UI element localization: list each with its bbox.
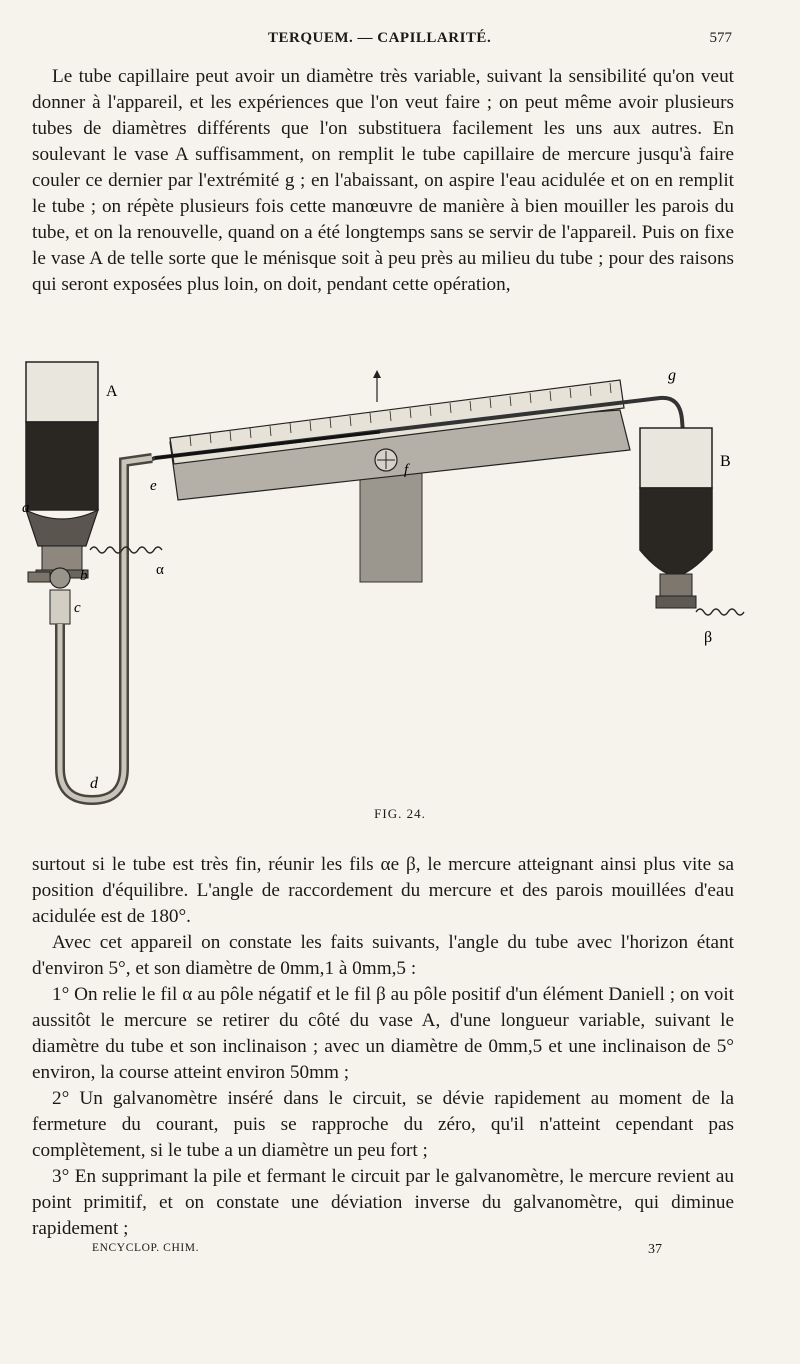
figure-caption: FIG. 24. [374, 806, 426, 821]
label-b: b [80, 568, 88, 584]
signature-number: 37 [648, 1242, 662, 1257]
paragraph: 1° On relie le fil α au pôle négatif et le fil β au pôle positif d'un élément Daniell ; on voit aussitôt le mercure se retirer du côté du vase A, d'une longueur variable, suivant le diamètre du tube et son inclinaison ; avec un diamètre de 0mm,5 et une inclinaison de 5° environ, la course atteint environ 50mm ; [32, 984, 734, 1083]
label-f: f [404, 462, 409, 478]
figure-24 [20, 350, 760, 820]
wire-beta [696, 609, 744, 615]
vessel-a-mercury [26, 422, 98, 510]
label-alpha: α [156, 562, 164, 578]
connector-c [50, 590, 70, 624]
paragraph: 3° En supprimant la pile et fermant le circuit par le galvanomètre, le mercure revient au point primitif, et on constate une déviation inverse du galvanomètre, qui diminue rapidement ; [32, 1166, 734, 1239]
label-beta: β [704, 629, 713, 646]
paragraph: 2° Un galvanomètre inséré dans le circuit, se dévie rapidement au moment de la fermeture du courant, puis se rapproche du zéro, qu'il n'atteint cependant pas complètement, si le tube a un diamètre un peu fort ; [32, 1088, 734, 1161]
label-a-vessel: A [106, 383, 118, 400]
vessel-b-mercury [640, 488, 712, 576]
label-b-vessel: B [720, 453, 731, 470]
running-header [0, 30, 800, 52]
label-a: a [22, 500, 30, 516]
label-d: d [90, 775, 98, 792]
body-text-bottom [32, 852, 734, 1242]
vessel-a-neck [26, 510, 98, 546]
label-g: g [668, 367, 676, 384]
vessel-a-glass [26, 362, 98, 422]
paragraph: Avec cet appareil on constate les faits suivants, l'angle du tube avec l'horizon étant d'environ 5°, et son diamètre de 0mm,1 à 0mm,5 : [32, 932, 734, 979]
page-number: 577 [709, 30, 732, 46]
stand-post [360, 470, 422, 582]
label-e: e [150, 478, 157, 494]
vessel-b-glass [640, 428, 712, 488]
paragraph: surtout si le tube est très fin, réunir les fils αe β, le mercure atteignant ainsi plus vite sa position d'équilibre. L'angle de raccordement du mercure et des parois mouillées d'eau acidulée est de 180°. [32, 854, 734, 927]
stopcock-b [50, 568, 70, 588]
body-text-top [32, 64, 734, 298]
running-title: TERQUEM. — CAPILLARITÉ. [268, 30, 492, 46]
page-footer [0, 1242, 800, 1262]
paragraph: Le tube capillaire peut avoir un diamètre très variable, suivant la sensibilité qu'on veut donner à l'appareil, et les expériences que l'on veut faire ; on peut même avoir plusieurs tubes de diamètres différents que l'on substituera facilement les uns aux autres. En soulevant le vase A suffisamment, on remplit le tube capillaire de mercure jusqu'à faire couler ce dernier par l'extrémité g ; en l'abaissant, on aspire l'eau acidulée et on en remplit le tube ; on répète plusieurs fois cette manœuvre de manière à bien mouiller les parois du tube, et on la renouvelle, quand on a été longtemps sans se servir de l'appareil. Puis on fixe le vase A de telle sorte que le ménisque soit à peu près au milieu du tube ; pour des raisons qui seront exposées plus loin, on doit, pendant cette opération, [32, 66, 734, 295]
label-c: c [74, 600, 81, 616]
footer-signature: ENCYCLOP. CHIM. [92, 1242, 200, 1254]
apparatus-illustration [20, 350, 760, 820]
